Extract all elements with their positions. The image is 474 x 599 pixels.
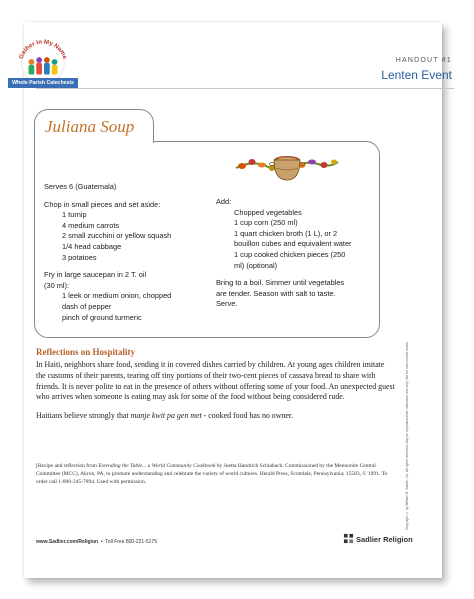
recipe-left-column [44, 182, 224, 323]
soup-pot-illustration [232, 146, 342, 186]
ingredient-item: bouillon cubes and equivalent water [234, 239, 352, 249]
logo-caption: Whole Parish Catechesis [8, 78, 78, 88]
footer-contact: www.Sadlier.com/Religion • Toll Free 800-221-5175 [36, 539, 157, 545]
recipe-right-column [216, 197, 366, 310]
ingredient-item: pinch of ground turmeric [62, 312, 142, 322]
ingredient-item: 1 cup corn (250 ml) [234, 218, 298, 228]
ingredient-item: ml) (optional) [234, 260, 278, 270]
ingredient-item: 4 medium carrots [62, 220, 120, 230]
reflections-body [36, 360, 396, 430]
ingredient-item: 1 quart chicken broth (1 L), or 2 [234, 228, 338, 238]
chop-heading: Chop in small pieces and set aside: [44, 199, 161, 209]
fry-heading: Fry in large saucepan in 2 T. oil [44, 270, 147, 280]
ingredient-item: 1 cup cooked chicken pieces (250 [234, 249, 346, 259]
ingredient-item: 2 small zucchini or yellow squash [62, 231, 172, 241]
footer-site: www.Sadlier.com/Religion [36, 539, 99, 545]
copyright-notice: Copyright © by William H. Sadlier, Inc. All rights reserved. May be reproduced for classroom use only. Not for commercial resale. [405, 341, 409, 530]
ingredient-item: 1/4 head cabbage [62, 241, 122, 251]
reflections-paragraph: In Haiti, neighbors share food, sending it in covered dishes carried by children. At young ages children imitate the customs of their parents, tearing off tiny portions of their two-cent pieces of cassava bread to share with friends. It is never polite to eat in the presence of others without offering some of your food. An unexpected guest who arrives when someone is eating may ask for some of the food without being considered rude. [36, 360, 395, 402]
instruction-line: are tender. Season with salt to taste. [216, 288, 336, 298]
instruction-line: Bring to a boil. Simmer until vegetables [216, 278, 345, 288]
event-title: Lenten Event [381, 68, 452, 82]
add-heading: Add: [216, 197, 232, 206]
footer-phone: Toll Free 800-221-5175 [105, 539, 157, 545]
instruction-line: Serve. [216, 299, 238, 309]
creole-saying: manje kwit pa gen met [130, 411, 202, 421]
recipe-title: Juliana Soup [45, 117, 135, 136]
handout-number: HANDOUT #1 [395, 57, 452, 64]
header-divider [36, 88, 454, 89]
ingredient-item: 3 potatoes [62, 252, 97, 262]
sadlier-logo-icon [343, 533, 354, 544]
ingredient-item: 1 turnip [62, 210, 87, 220]
recipe-serves: Serves 6 (Guatemala) [44, 182, 117, 191]
cookbook-title: Extending the Table... a World Community Cookbook [98, 463, 216, 469]
reflections-paragraph: Haitians believe strongly that manje kwit pa gen met - cooked food has no owner. [36, 411, 294, 421]
source-citation: [Recipe and reflection from Extending the Table... a World Community Cookbook by Joetta Handrich Schlabach. Commissioned by the Mennonite Central Committee (MCC), Akron, PA, to promote understanding and celebrate the variety of world cultures. Herald Press, Scottdale, Pennsylvania; 15583, © 1991. To order call 1-800-245-7894. Used with permission. [36, 463, 388, 485]
ingredient-item: dash of pepper [62, 301, 112, 311]
logo-arc-text: Gather In My Name [17, 38, 69, 60]
fry-heading-cont: (30 ml): [44, 280, 70, 290]
ingredient-item: Chopped vegetables [234, 207, 302, 217]
footer-brand: Sadlier Religion [356, 535, 413, 544]
ingredient-item: 1 leek or medium onion, chopped [62, 291, 172, 301]
reflections-title: Reflections on Hospitality [36, 347, 135, 357]
